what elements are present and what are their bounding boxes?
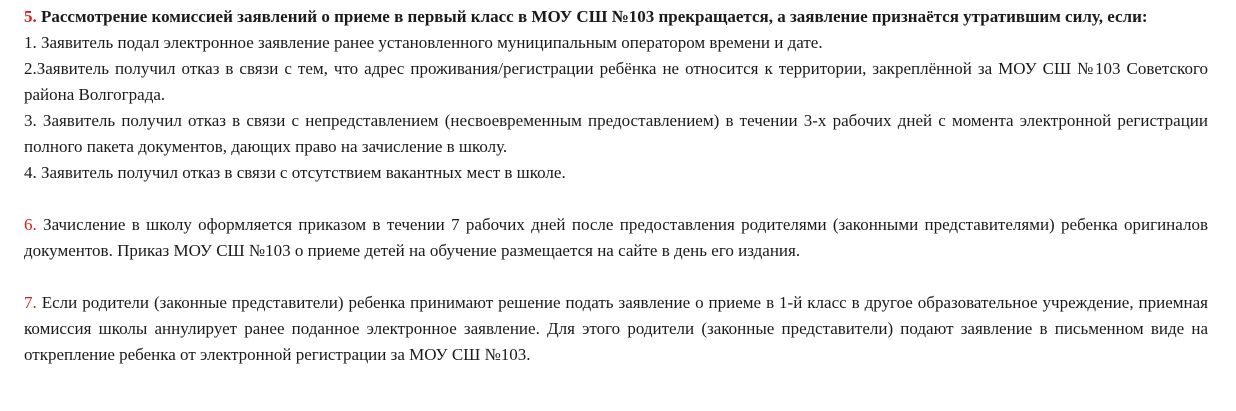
section-6-paragraph <box>24 212 1208 264</box>
section-5-number: 5. <box>24 7 37 26</box>
section-5-item-3: 3. Заявитель получил отказ в связи с непредставлением (несвоевременным предоставлением) в течении 3-х рабочих дней с момента электронной регистрации полного пакета документов, дающих право на зачисление в школу. <box>24 111 1208 156</box>
document-body <box>24 4 1208 368</box>
section-5-heading <box>24 4 1208 30</box>
section-5-list <box>24 30 1208 186</box>
section-7-number: 7. <box>24 293 37 312</box>
section-5-item-2: 2.Заявитель получил отказ в связи с тем, что адрес проживания/регистрации ребёнка не относится к территории, закреплённой за МОУ СШ №103 Советского района Волгограда. <box>24 59 1208 104</box>
paragraph-gap <box>24 264 1208 290</box>
paragraph-gap <box>24 186 1208 212</box>
section-7-text: Если родители (законные представители) ребенка принимают решение подать заявление о приеме в 1-й класс в другое образовательное учреждение, приемная комиссия школы аннулирует ранее поданное электронное заявление. Для этого родители (законные представители) подают заявление в письменном виде на открепление ребенка от электронной регистрации за МОУ СШ №103. <box>24 293 1209 364</box>
section-7-paragraph <box>24 290 1208 368</box>
section-6-text: Зачисление в школу оформляется приказом в течении 7 рабочих дней после предоставления родителями (законными представителями) ребенка оригиналов документов. Приказ МОУ СШ №103 о приеме детей на обучение размещается на сайте в день его издания. <box>24 215 1208 260</box>
section-6-number: 6. <box>24 215 37 234</box>
section-5-heading-text: Рассмотрение комиссией заявлений о приеме в первый класс в МОУ СШ №103 прекращается, а заявление признаётся утратившим силу, если: <box>41 7 1148 26</box>
section-5-item-1: 1. Заявитель подал электронное заявление ранее установленного муниципальным оператором времени и дате. <box>24 33 823 52</box>
section-5-item-4: 4. Заявитель получил отказ в связи с отсутствием вакантных мест в школе. <box>24 163 566 182</box>
